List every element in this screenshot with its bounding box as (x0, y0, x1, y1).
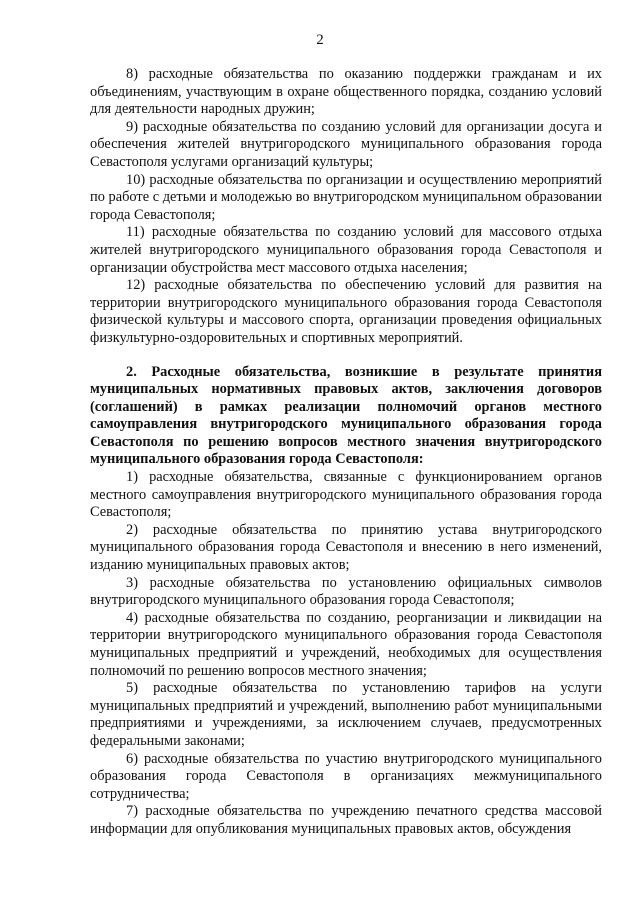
paragraph-item-8: 8) расходные обязательства по оказанию поддержки гражданам и их объединениям, участвующим в охране общественного порядка, созданию условий для деятельности народных дружин; (90, 66, 602, 118)
page-number: 2 (316, 32, 324, 48)
paragraph-item-12: 12) расходные обязательства по обеспечению условий для развития на территории внутригородского муниципального образования города Севастополя физической культуры и массового спорта, организации проведения официальных физкультурно-оздоровительных и спортивных мероприятий. (90, 277, 602, 346)
section-heading: 2. Расходные обязательства, возникшие в результате принятия муниципальных нормативных правовых актов, заключения договоров (соглашений) в рамках реализации полномочий органов местного самоуправления внутригородского муниципального образования города Севастополя по решению вопросов местного значения внутригородского муниципального образования города Севастополя: (90, 363, 602, 468)
paragraph-item-11: 11) расходные обязательства по созданию условий для массового отдыха жителей внутригородского муниципального образования города Севастополя и организации обустройства мест массового отдыха населения; (90, 224, 602, 276)
subparagraph-item-5: 5) расходные обязательства по установлению тарифов на услуги муниципальных предприятий и учреждений, выполнению работ муниципальными предприятиями и учреждениями, за исключением случаев, предусмотренных федеральными законами; (90, 680, 602, 749)
subparagraph-item-4: 4) расходные обязательства по созданию, реорганизации и ликвидации на территории внутригородского муниципального образования города Севастополя муниципальных предприятий и учреждений, необходимых для осуществления полномочий по решению вопросов местного значения; (90, 609, 602, 679)
subparagraph-item-7: 7) расходные обязательства по учреждению печатного средства массовой информации для опубликования муниципальных правовых актов, обсуждения (90, 803, 602, 837)
section-spacer (90, 348, 602, 364)
subparagraph-item-6: 6) расходные обязательства по участию внутригородского муниципального образования города Севастополя в организациях межмуниципального сотрудничества; (90, 750, 602, 802)
document-body (90, 66, 602, 839)
subparagraph-item-2: 2) расходные обязательства по принятию устава внутригородского муниципального образования города Севастополя и внесению в него изменений, изданию муниципальных правовых актов; (90, 521, 602, 574)
paragraph-item-10: 10) расходные обязательства по организации и осуществлению мероприятий по работе с детьми и молодежью во внутригородском муниципальном образовании города Севастополя; (90, 171, 602, 223)
paragraph-item-9: 9) расходные обязательства по созданию условий для организации досуга и обеспечения жителей внутригородского муниципального образования города Севастополя услугами организаций культуры; (90, 118, 602, 170)
subparagraph-item-1: 1) расходные обязательства, связанные с функционированием органов местного самоуправления внутригородского муниципального образования города Севастополя; (90, 469, 602, 521)
subparagraph-item-3: 3) расходные обязательства по установлению официальных символов внутригородского муниципального образования города Севастополя; (90, 574, 602, 609)
